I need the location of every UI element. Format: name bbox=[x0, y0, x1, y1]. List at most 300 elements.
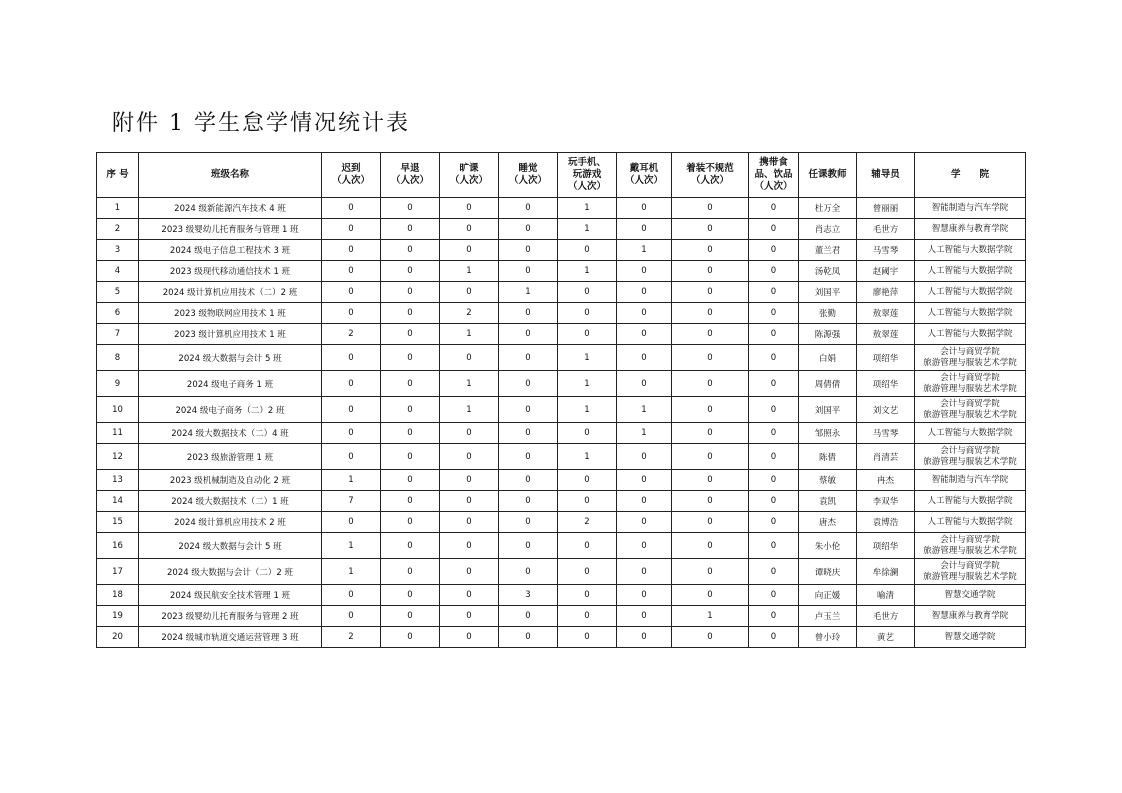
earphone-count: 0 bbox=[617, 324, 672, 345]
header-early-leave bbox=[381, 153, 440, 198]
earphone-count: 0 bbox=[617, 585, 672, 606]
phone-count: 0 bbox=[558, 533, 617, 559]
early-leave-count: 0 bbox=[381, 324, 440, 345]
class-name: 2024 级大数据技术（二）4 班 bbox=[139, 423, 322, 444]
absent-count: 2 bbox=[440, 303, 499, 324]
dress-count: 0 bbox=[672, 240, 749, 261]
earphone-count: 0 bbox=[617, 606, 672, 627]
early-leave-count: 0 bbox=[381, 559, 440, 585]
dress-count: 0 bbox=[672, 371, 749, 397]
phone-count: 1 bbox=[558, 444, 617, 470]
class-name: 2024 级计算机应用技术（二）2 班 bbox=[139, 282, 322, 303]
college-line: 人工智能与大数据学院 bbox=[927, 307, 1013, 318]
sleep-count: 0 bbox=[499, 219, 558, 240]
late-count: 0 bbox=[322, 585, 381, 606]
college-name bbox=[915, 261, 1026, 282]
college-line: 智慧康养与教育学院 bbox=[931, 610, 1009, 621]
header-line: 玩手机、 bbox=[567, 157, 606, 168]
counselor-name: 项绍华 bbox=[857, 345, 915, 371]
earphone-count: 0 bbox=[617, 512, 672, 533]
earphone-count: 0 bbox=[617, 444, 672, 470]
sleep-count: 0 bbox=[499, 198, 558, 219]
table-row bbox=[97, 627, 1026, 648]
dress-count: 0 bbox=[672, 261, 749, 282]
dress-count: 0 bbox=[672, 345, 749, 371]
class-name: 2024 级大数据与会计（二）2 班 bbox=[139, 559, 322, 585]
counselor-name: 袁博浩 bbox=[857, 512, 915, 533]
dress-count: 0 bbox=[672, 559, 749, 585]
earphone-count: 0 bbox=[617, 303, 672, 324]
row-number: 17 bbox=[97, 559, 139, 585]
dress-count: 0 bbox=[672, 585, 749, 606]
teacher-name: 卢玉兰 bbox=[799, 606, 857, 627]
earphone-count: 1 bbox=[617, 397, 672, 423]
earphone-count: 0 bbox=[617, 533, 672, 559]
absent-count: 1 bbox=[440, 324, 499, 345]
counselor-name: 刘文艺 bbox=[857, 397, 915, 423]
late-count: 2 bbox=[322, 627, 381, 648]
row-number: 8 bbox=[97, 345, 139, 371]
early-leave-count: 0 bbox=[381, 533, 440, 559]
teacher-name: 汤乾凤 bbox=[799, 261, 857, 282]
header-line: （人次） bbox=[690, 175, 729, 186]
dress-count: 0 bbox=[672, 324, 749, 345]
college-name bbox=[915, 282, 1026, 303]
late-count: 0 bbox=[322, 282, 381, 303]
college-name bbox=[915, 491, 1026, 512]
header-line: （人次） bbox=[624, 175, 663, 186]
college-line: 旅游管理与服装艺术学院 bbox=[923, 383, 1017, 394]
college-line: 旅游管理与服装艺术学院 bbox=[923, 571, 1017, 582]
class-name: 2024 级大数据与会计 5 班 bbox=[139, 533, 322, 559]
sleep-count: 0 bbox=[499, 261, 558, 282]
teacher-name: 袁凯 bbox=[799, 491, 857, 512]
sleep-count: 0 bbox=[499, 371, 558, 397]
college-name bbox=[915, 198, 1026, 219]
counselor-name: 牟徐澜 bbox=[857, 559, 915, 585]
dress-count: 0 bbox=[672, 444, 749, 470]
early-leave-count: 0 bbox=[381, 627, 440, 648]
sleep-count: 0 bbox=[499, 303, 558, 324]
table-row bbox=[97, 324, 1026, 345]
teacher-name: 周倩倩 bbox=[799, 371, 857, 397]
phone-count: 0 bbox=[558, 303, 617, 324]
college-name bbox=[915, 324, 1026, 345]
food-count: 0 bbox=[749, 470, 799, 491]
food-count: 0 bbox=[749, 423, 799, 444]
header-food-drink bbox=[749, 153, 799, 198]
table-row bbox=[97, 491, 1026, 512]
phone-count: 1 bbox=[558, 345, 617, 371]
counselor-name: 冉杰 bbox=[857, 470, 915, 491]
sleep-count: 0 bbox=[499, 491, 558, 512]
table-row bbox=[97, 585, 1026, 606]
header-college bbox=[915, 153, 1026, 198]
class-name: 2024 级电子商务 1 班 bbox=[139, 371, 322, 397]
earphone-count: 0 bbox=[617, 282, 672, 303]
absent-count: 0 bbox=[440, 423, 499, 444]
college-name bbox=[915, 444, 1026, 470]
late-count: 0 bbox=[322, 303, 381, 324]
row-number: 3 bbox=[97, 240, 139, 261]
late-count: 0 bbox=[322, 345, 381, 371]
college-line: 人工智能与大数据学院 bbox=[927, 495, 1013, 506]
header-line: （人次） bbox=[567, 181, 606, 192]
food-count: 0 bbox=[749, 559, 799, 585]
counselor-name: 项绍华 bbox=[857, 533, 915, 559]
class-name: 2023 级物联网应用技术 1 班 bbox=[139, 303, 322, 324]
food-count: 0 bbox=[749, 444, 799, 470]
header-line: 早退 bbox=[400, 163, 420, 174]
absent-count: 0 bbox=[440, 491, 499, 512]
food-count: 0 bbox=[749, 491, 799, 512]
absent-count: 0 bbox=[440, 345, 499, 371]
row-number: 11 bbox=[97, 423, 139, 444]
college-line: 会计与商贸学院 bbox=[940, 398, 1000, 409]
teacher-name: 白娟 bbox=[799, 345, 857, 371]
college-line: 人工智能与大数据学院 bbox=[927, 328, 1013, 339]
class-name: 2024 级新能源汽车技术 4 班 bbox=[139, 198, 322, 219]
sleep-count: 0 bbox=[499, 627, 558, 648]
teacher-name: 陈倩 bbox=[799, 444, 857, 470]
absent-count: 1 bbox=[440, 371, 499, 397]
earphone-count: 0 bbox=[617, 627, 672, 648]
phone-count: 1 bbox=[558, 397, 617, 423]
college-line: 会计与商贸学院 bbox=[940, 346, 1000, 357]
row-number: 5 bbox=[97, 282, 139, 303]
phone-count: 0 bbox=[558, 491, 617, 512]
sleep-count: 0 bbox=[499, 397, 558, 423]
college-line: 智慧交通学院 bbox=[944, 589, 996, 600]
teacher-name: 蔡敏 bbox=[799, 470, 857, 491]
row-number: 14 bbox=[97, 491, 139, 512]
phone-count: 0 bbox=[558, 585, 617, 606]
phone-count: 1 bbox=[558, 371, 617, 397]
counselor-name: 赵阈宇 bbox=[857, 261, 915, 282]
absent-count: 0 bbox=[440, 627, 499, 648]
counselor-name: 马雪琴 bbox=[857, 423, 915, 444]
sleep-count: 0 bbox=[499, 559, 558, 585]
dress-count: 0 bbox=[672, 219, 749, 240]
earphone-count: 0 bbox=[617, 219, 672, 240]
phone-count: 0 bbox=[558, 559, 617, 585]
sleep-count: 0 bbox=[499, 512, 558, 533]
table-row bbox=[97, 261, 1026, 282]
counselor-name: 马雪琴 bbox=[857, 240, 915, 261]
class-name: 2024 级大数据与会计 5 班 bbox=[139, 345, 322, 371]
absent-count: 1 bbox=[440, 397, 499, 423]
header-line: 任课教师 bbox=[808, 169, 847, 180]
earphone-count: 0 bbox=[617, 371, 672, 397]
teacher-name: 刘国平 bbox=[799, 397, 857, 423]
late-count: 7 bbox=[322, 491, 381, 512]
header-line: （人次） bbox=[508, 175, 547, 186]
row-number: 20 bbox=[97, 627, 139, 648]
food-count: 0 bbox=[749, 303, 799, 324]
class-name: 2023 级婴幼儿托育服务与管理 2 班 bbox=[139, 606, 322, 627]
class-name: 2023 级机械制造及自动化 2 班 bbox=[139, 470, 322, 491]
header-no bbox=[97, 153, 139, 198]
dress-count: 0 bbox=[672, 198, 749, 219]
teacher-name: 杜万全 bbox=[799, 198, 857, 219]
late-count: 0 bbox=[322, 512, 381, 533]
counselor-name: 曾丽丽 bbox=[857, 198, 915, 219]
header-phone-game bbox=[558, 153, 617, 198]
early-leave-count: 0 bbox=[381, 345, 440, 371]
header-line: 携带食 bbox=[759, 157, 788, 168]
college-name bbox=[915, 585, 1026, 606]
earphone-count: 0 bbox=[617, 261, 672, 282]
food-count: 0 bbox=[749, 219, 799, 240]
statistics-table bbox=[96, 152, 1026, 648]
college-line: 人工智能与大数据学院 bbox=[927, 265, 1013, 276]
college-line: 人工智能与大数据学院 bbox=[927, 427, 1013, 438]
sleep-count: 0 bbox=[499, 345, 558, 371]
late-count: 0 bbox=[322, 397, 381, 423]
college-name bbox=[915, 512, 1026, 533]
phone-count: 1 bbox=[558, 261, 617, 282]
header-line: 迟到 bbox=[341, 163, 361, 174]
header-line: （人次） bbox=[449, 175, 488, 186]
dress-count: 0 bbox=[672, 491, 749, 512]
college-line: 会计与商贸学院 bbox=[940, 372, 1000, 383]
header-late bbox=[322, 153, 381, 198]
header-teacher bbox=[799, 153, 857, 198]
late-count: 2 bbox=[322, 324, 381, 345]
food-count: 0 bbox=[749, 240, 799, 261]
late-count: 0 bbox=[322, 371, 381, 397]
row-number: 12 bbox=[97, 444, 139, 470]
row-number: 10 bbox=[97, 397, 139, 423]
food-count: 0 bbox=[749, 397, 799, 423]
earphone-count: 0 bbox=[617, 491, 672, 512]
college-name bbox=[915, 397, 1026, 423]
row-number: 2 bbox=[97, 219, 139, 240]
teacher-name: 邹照永 bbox=[799, 423, 857, 444]
table-row bbox=[97, 397, 1026, 423]
early-leave-count: 0 bbox=[381, 303, 440, 324]
food-count: 0 bbox=[749, 533, 799, 559]
college-line: 旅游管理与服装艺术学院 bbox=[923, 456, 1017, 467]
earphone-count: 0 bbox=[617, 559, 672, 585]
late-count: 0 bbox=[322, 198, 381, 219]
sleep-count: 0 bbox=[499, 240, 558, 261]
food-count: 0 bbox=[749, 282, 799, 303]
sleep-count: 0 bbox=[499, 470, 558, 491]
earphone-count: 1 bbox=[617, 240, 672, 261]
class-name: 2024 级大数据技术（二）1 班 bbox=[139, 491, 322, 512]
teacher-name: 陈源强 bbox=[799, 324, 857, 345]
phone-count: 0 bbox=[558, 240, 617, 261]
counselor-name: 黄艺 bbox=[857, 627, 915, 648]
teacher-name: 董兰君 bbox=[799, 240, 857, 261]
table-row bbox=[97, 198, 1026, 219]
header-line: 学 院 bbox=[950, 169, 989, 180]
table-row bbox=[97, 282, 1026, 303]
table-row bbox=[97, 423, 1026, 444]
header-sleep bbox=[499, 153, 558, 198]
counselor-name: 李双华 bbox=[857, 491, 915, 512]
phone-count: 0 bbox=[558, 282, 617, 303]
table-row bbox=[97, 371, 1026, 397]
late-count: 1 bbox=[322, 470, 381, 491]
row-number: 6 bbox=[97, 303, 139, 324]
class-name: 2024 级城市轨道交通运营管理 3 班 bbox=[139, 627, 322, 648]
row-number: 4 bbox=[97, 261, 139, 282]
counselor-name: 喻清 bbox=[857, 585, 915, 606]
college-line: 旅游管理与服装艺术学院 bbox=[923, 545, 1017, 556]
table-row bbox=[97, 559, 1026, 585]
phone-count: 2 bbox=[558, 512, 617, 533]
teacher-name: 曾小玲 bbox=[799, 627, 857, 648]
food-count: 0 bbox=[749, 371, 799, 397]
table-body bbox=[97, 198, 1026, 648]
dress-count: 0 bbox=[672, 512, 749, 533]
header-line: 睡觉 bbox=[518, 163, 538, 174]
header-class-name bbox=[139, 153, 322, 198]
college-name bbox=[915, 606, 1026, 627]
teacher-name: 张勤 bbox=[799, 303, 857, 324]
sleep-count: 0 bbox=[499, 423, 558, 444]
absent-count: 0 bbox=[440, 282, 499, 303]
document-title: 附件 1 学生怠学情况统计表 bbox=[112, 111, 410, 136]
row-number: 9 bbox=[97, 371, 139, 397]
dress-count: 0 bbox=[672, 470, 749, 491]
absent-count: 0 bbox=[440, 240, 499, 261]
late-count: 0 bbox=[322, 240, 381, 261]
early-leave-count: 0 bbox=[381, 198, 440, 219]
early-leave-count: 0 bbox=[381, 261, 440, 282]
phone-count: 0 bbox=[558, 423, 617, 444]
early-leave-count: 0 bbox=[381, 397, 440, 423]
food-count: 0 bbox=[749, 345, 799, 371]
teacher-name: 朱小伦 bbox=[799, 533, 857, 559]
earphone-count: 0 bbox=[617, 198, 672, 219]
college-name bbox=[915, 423, 1026, 444]
college-line: 智能制造与汽车学院 bbox=[931, 202, 1009, 213]
college-line: 会计与商贸学院 bbox=[940, 445, 1000, 456]
sleep-count: 0 bbox=[499, 324, 558, 345]
header-line: 序 号 bbox=[106, 169, 129, 180]
header-line: （人次） bbox=[331, 175, 370, 186]
header-row bbox=[97, 153, 1026, 198]
college-line: 人工智能与大数据学院 bbox=[927, 286, 1013, 297]
absent-count: 0 bbox=[440, 606, 499, 627]
college-line: 人工智能与大数据学院 bbox=[927, 516, 1013, 527]
row-number: 1 bbox=[97, 198, 139, 219]
header-line: （人次） bbox=[390, 175, 429, 186]
college-line: 智慧交通学院 bbox=[944, 631, 996, 642]
sleep-count: 1 bbox=[499, 282, 558, 303]
header-earphone bbox=[617, 153, 672, 198]
row-number: 7 bbox=[97, 324, 139, 345]
early-leave-count: 0 bbox=[381, 423, 440, 444]
early-leave-count: 0 bbox=[381, 470, 440, 491]
teacher-name: 肖志立 bbox=[799, 219, 857, 240]
college-line: 智能制造与汽车学院 bbox=[931, 474, 1009, 485]
late-count: 0 bbox=[322, 219, 381, 240]
phone-count: 0 bbox=[558, 324, 617, 345]
dress-count: 0 bbox=[672, 303, 749, 324]
sleep-count: 3 bbox=[499, 585, 558, 606]
counselor-name: 毛世方 bbox=[857, 219, 915, 240]
counselor-name: 廖艳萍 bbox=[857, 282, 915, 303]
college-name bbox=[915, 345, 1026, 371]
earphone-count: 0 bbox=[617, 345, 672, 371]
dress-count: 1 bbox=[672, 606, 749, 627]
counselor-name: 项绍华 bbox=[857, 371, 915, 397]
college-line: 旅游管理与服装艺术学院 bbox=[923, 357, 1017, 368]
food-count: 0 bbox=[749, 585, 799, 606]
late-count: 0 bbox=[322, 444, 381, 470]
counselor-name: 敖翠莲 bbox=[857, 324, 915, 345]
earphone-count: 1 bbox=[617, 423, 672, 444]
class-name: 2024 级电子信息工程技术 3 班 bbox=[139, 240, 322, 261]
absent-count: 0 bbox=[440, 512, 499, 533]
dress-count: 0 bbox=[672, 533, 749, 559]
counselor-name: 敖翠莲 bbox=[857, 303, 915, 324]
food-count: 0 bbox=[749, 627, 799, 648]
late-count: 1 bbox=[322, 559, 381, 585]
table-row bbox=[97, 345, 1026, 371]
sleep-count: 0 bbox=[499, 444, 558, 470]
earphone-count: 0 bbox=[617, 470, 672, 491]
teacher-name: 唐杰 bbox=[799, 512, 857, 533]
college-line: 旅游管理与服装艺术学院 bbox=[923, 409, 1017, 420]
food-count: 0 bbox=[749, 606, 799, 627]
early-leave-count: 0 bbox=[381, 282, 440, 303]
class-name: 2024 级民航安全技术管理 1 班 bbox=[139, 585, 322, 606]
college-name bbox=[915, 219, 1026, 240]
phone-count: 0 bbox=[558, 606, 617, 627]
early-leave-count: 0 bbox=[381, 491, 440, 512]
table-row bbox=[97, 240, 1026, 261]
row-number: 15 bbox=[97, 512, 139, 533]
college-line: 人工智能与大数据学院 bbox=[927, 244, 1013, 255]
phone-count: 1 bbox=[558, 198, 617, 219]
dress-count: 0 bbox=[672, 423, 749, 444]
class-name: 2023 级计算机应用技术 1 班 bbox=[139, 324, 322, 345]
college-name bbox=[915, 627, 1026, 648]
row-number: 13 bbox=[97, 470, 139, 491]
phone-count: 0 bbox=[558, 470, 617, 491]
table-row bbox=[97, 303, 1026, 324]
header-line: 品、饮品 bbox=[754, 169, 793, 180]
sleep-count: 0 bbox=[499, 606, 558, 627]
class-name: 2023 级婴幼儿托育服务与管理 1 班 bbox=[139, 219, 322, 240]
class-name: 2023 级现代移动通信技术 1 班 bbox=[139, 261, 322, 282]
late-count: 0 bbox=[322, 606, 381, 627]
table-row bbox=[97, 219, 1026, 240]
header-line: 班级名称 bbox=[210, 169, 249, 180]
food-count: 0 bbox=[749, 198, 799, 219]
teacher-name: 向正媛 bbox=[799, 585, 857, 606]
college-line: 会计与商贸学院 bbox=[940, 560, 1000, 571]
teacher-name: 谭晓庆 bbox=[799, 559, 857, 585]
college-name bbox=[915, 533, 1026, 559]
college-name bbox=[915, 559, 1026, 585]
early-leave-count: 0 bbox=[381, 606, 440, 627]
dress-count: 0 bbox=[672, 282, 749, 303]
college-name bbox=[915, 240, 1026, 261]
absent-count: 0 bbox=[440, 585, 499, 606]
table-row bbox=[97, 606, 1026, 627]
late-count: 0 bbox=[322, 261, 381, 282]
header-line: 戴耳机 bbox=[629, 163, 659, 174]
table-row bbox=[97, 470, 1026, 491]
early-leave-count: 0 bbox=[381, 585, 440, 606]
header-line: 旷课 bbox=[459, 163, 479, 174]
